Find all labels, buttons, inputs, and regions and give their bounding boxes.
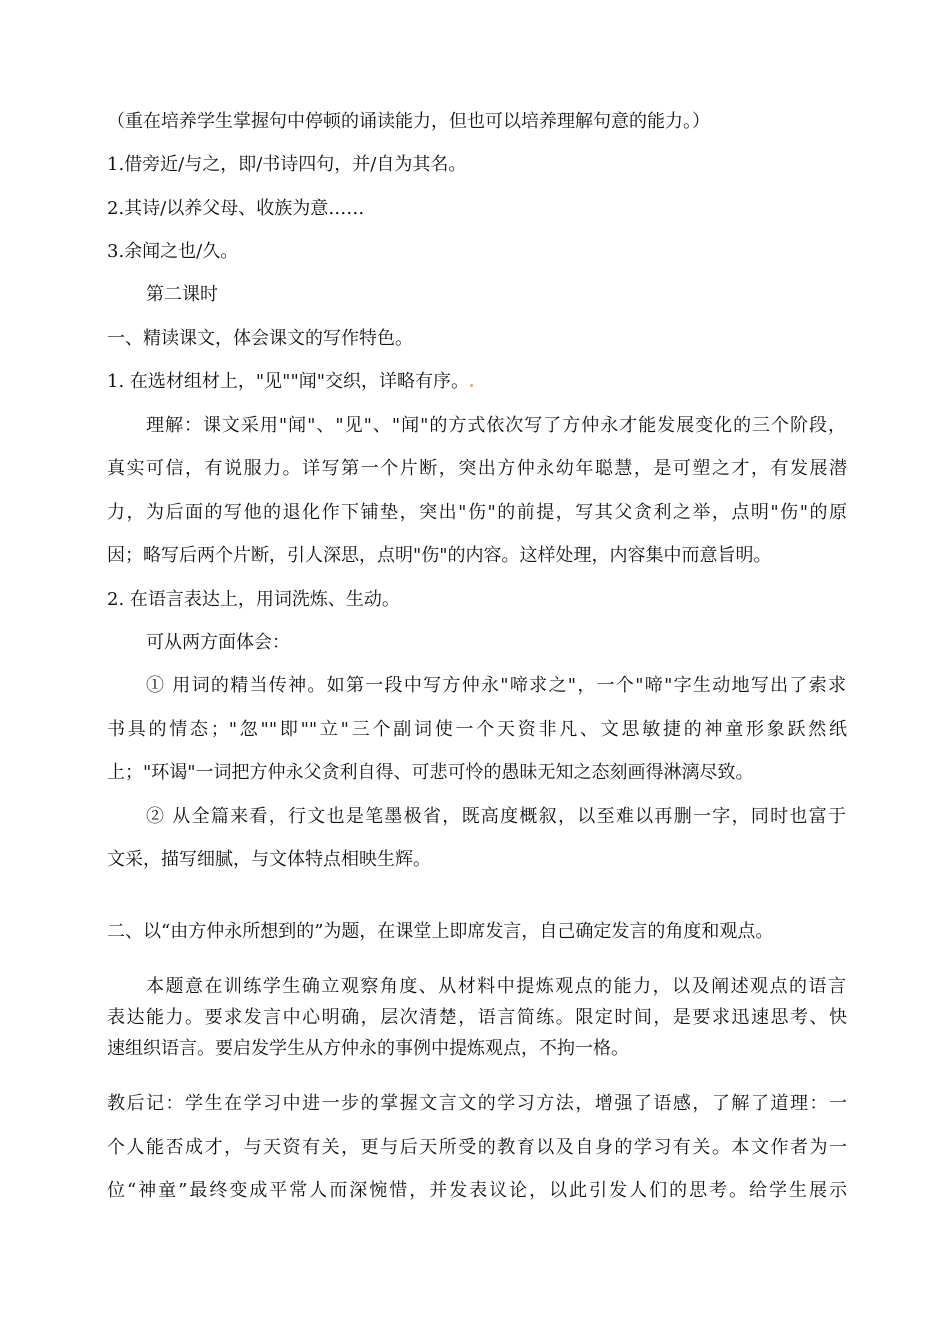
aspect-1-line-1: ① 用词的精当传神。如第一段中写方仲永"啼求之"，一个"啼"字生动地写出了索求 <box>146 675 846 696</box>
section-heading-second-lesson: 第二课时 <box>146 284 218 305</box>
aspect-1-line-3: 上；"环谒"一词把方仲永父贪利自得、可悲可怜的愚昧无知之态刻画得淋漓尽致。 <box>107 762 754 783</box>
reflection-line-1: 教后记：学生在学习中进一步的掌握文言文的学习方法，增强了语感，了解了道理：一 <box>107 1093 847 1114</box>
point-1-text: 1. 在选材组材上，"见""闻"交织，详略有序。 <box>107 371 470 392</box>
reflection-line-3: 位“神童”最终变成平常人而深惋惜，并发表议论，以此引发人们的思考。给学生展示 <box>107 1180 847 1201</box>
part-one-heading: 一、精读课文，体会课文的写作特色。 <box>107 328 413 349</box>
pause-example-1: 1.借旁近/与之，即/书诗四句，并/自为其名。 <box>107 154 467 175</box>
point-1-heading <box>107 370 847 394</box>
pause-example-3: 3.余闻之也/久。 <box>107 241 239 262</box>
point-2-heading: 2. 在语言表达上，用词洗炼、生动。 <box>107 589 400 610</box>
analysis-line-3: 力，为后面的写他的退化作下铺垫，突出"伤"的前提，写其父贪利之举，点明"伤"的原 <box>107 502 847 523</box>
aspect-2-line-1: ② 从全篇来看，行文也是笔墨极省，既高度概叙，以至难以再删一字，同时也富于 <box>146 806 846 827</box>
part-two-heading: 二、以“由方仲永所想到的”为题，在课堂上即席发言，自己确定发言的角度和观点。 <box>107 921 774 942</box>
pause-example-2: 2.其诗/以养父母、收族为意…… <box>107 198 365 219</box>
analysis-line-4: 因；略写后两个片断，引人深思，点明"伤"的内容。这样处理，内容集中而意旨明。 <box>107 545 772 566</box>
part-two-explain-line-3: 速组织语言。要启发学生从方仲永的事例中提炼观点，不拘一格。 <box>107 1038 629 1059</box>
aspect-2-line-2: 文采，描写细腻，与文体特点相映生辉。 <box>107 849 431 870</box>
highlight-mark <box>470 384 473 387</box>
analysis-line-2: 真实可信，有说服力。详写第一个片断，突出方仲永幼年聪慧，是可塑之才，有发展潜 <box>107 458 847 479</box>
reflection-line-2: 个人能否成才，与天资有关，更与后天所受的教育以及自身的学习有关。本文作者为一 <box>107 1137 847 1158</box>
two-aspects-intro: 可从两方面体会： <box>146 632 290 653</box>
aspect-1-line-2: 书具的情态；"忽""即""立"三个副词使一个天资非凡、文思敏捷的神童形象跃然纸 <box>107 719 847 740</box>
analysis-line-1: 理解：课文采用"闻"、"见"、"闻"的方式依次写了方仲永才能发展变化的三个阶段， <box>146 415 846 436</box>
intro-note: （重在培养学生掌握句中停顿的诵读能力，但也可以培养理解句意的能力。） <box>107 111 710 132</box>
part-two-explain-line-1: 本题意在训练学生确立观察角度、从材料中提炼观点的能力，以及阐述观点的语言 <box>146 976 846 997</box>
part-two-explain-line-2: 表达能力。要求发言中心明确，层次清楚，语言简练。限定时间，是要求迅速思考、快 <box>107 1007 847 1028</box>
